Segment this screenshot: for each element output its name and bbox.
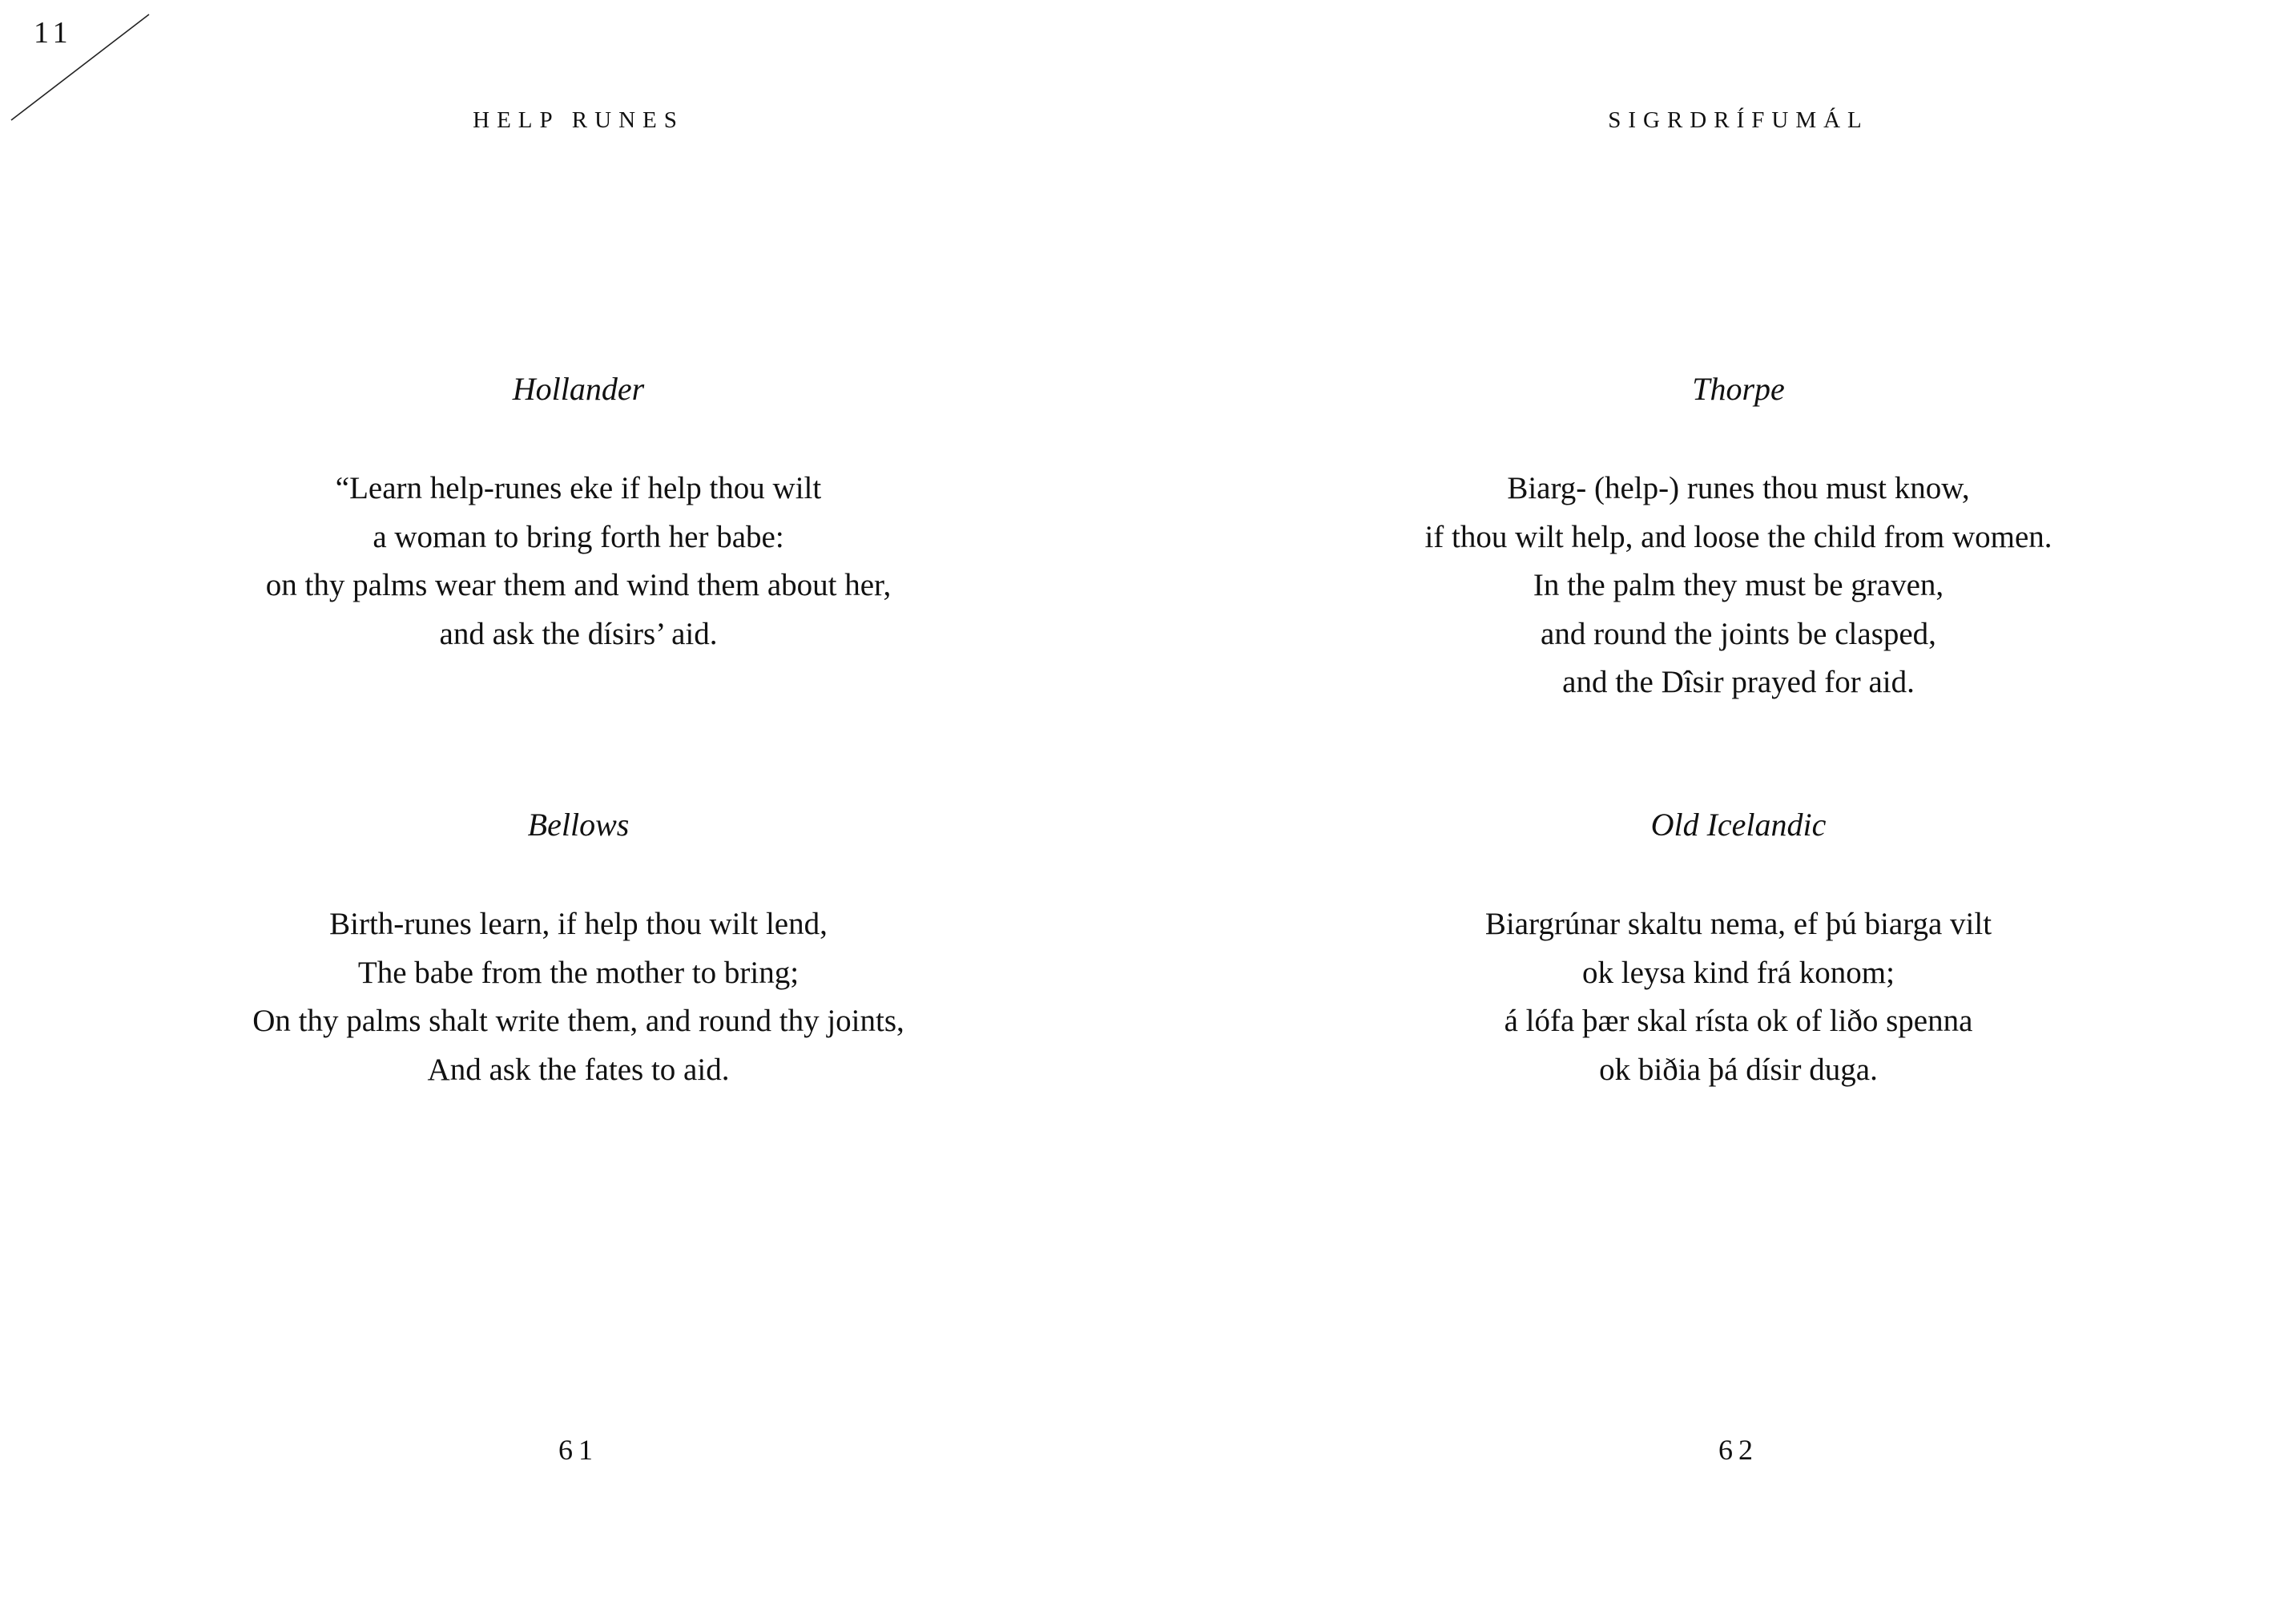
verse-line: On thy palms shalt write them, and round thy joints, bbox=[252, 1004, 904, 1038]
verse-line: The babe from the mother to bring; bbox=[357, 955, 800, 990]
translator-name: Old Icelandic bbox=[1650, 807, 1827, 843]
translation-section-hollander bbox=[138, 373, 1019, 658]
stanza bbox=[1298, 465, 2179, 707]
verse-line: Biargrúnar skaltu nema, ef þú biarga vilt bbox=[1484, 907, 1992, 941]
verse-line: and the Dîsir prayed for aid. bbox=[1562, 665, 1915, 699]
verse-line: ok leysa kind frá konom; bbox=[1582, 955, 1895, 990]
translator-name: Thorpe bbox=[1692, 371, 1785, 407]
verse-line: ok biðia þá dísir duga. bbox=[1599, 1052, 1878, 1087]
verse-line: and round the joints be clasped, bbox=[1541, 616, 1936, 651]
running-head-right: SIGRDRÍFUMÁL bbox=[1608, 107, 1869, 133]
right-page bbox=[1148, 0, 2296, 1610]
section-number-label: 11 bbox=[34, 16, 73, 50]
translation-section-old-icelandic bbox=[1298, 809, 2179, 1094]
translator-name: Bellows bbox=[527, 807, 630, 843]
stanza bbox=[138, 900, 1019, 1094]
translation-section-thorpe bbox=[1298, 373, 2179, 707]
verse-line: Biarg- (help-) runes thou must know, bbox=[1507, 471, 1970, 505]
stanza bbox=[138, 465, 1019, 658]
verse-line: Birth-runes learn, if help thou wilt lend, bbox=[329, 907, 828, 941]
translator-name: Hollander bbox=[512, 371, 645, 407]
running-head-left: HELP RUNES bbox=[473, 107, 684, 133]
verse-line: And ask the fates to aid. bbox=[427, 1052, 730, 1087]
left-page-column bbox=[138, 0, 1019, 1610]
verse-line: In the palm they must be graven, bbox=[1533, 568, 1944, 602]
page-number-left: 61 bbox=[558, 1434, 598, 1466]
right-page-column bbox=[1298, 0, 2179, 1610]
verse-line: on thy palms wear them and wind them about her, bbox=[265, 568, 892, 602]
page-number-right: 62 bbox=[1718, 1434, 1758, 1466]
stanza bbox=[1298, 900, 2179, 1094]
verse-line: “Learn help-runes eke if help thou wilt bbox=[335, 471, 822, 505]
verse-line: a woman to bring forth her babe: bbox=[373, 519, 784, 554]
verse-line: and ask the dísirs’ aid. bbox=[439, 616, 718, 651]
verse-line: if thou wilt help, and loose the child from women. bbox=[1424, 519, 2052, 554]
translation-section-bellows bbox=[138, 809, 1019, 1094]
verse-line: á lófa þær skal rísta ok of liðo spenna bbox=[1504, 1004, 1973, 1038]
